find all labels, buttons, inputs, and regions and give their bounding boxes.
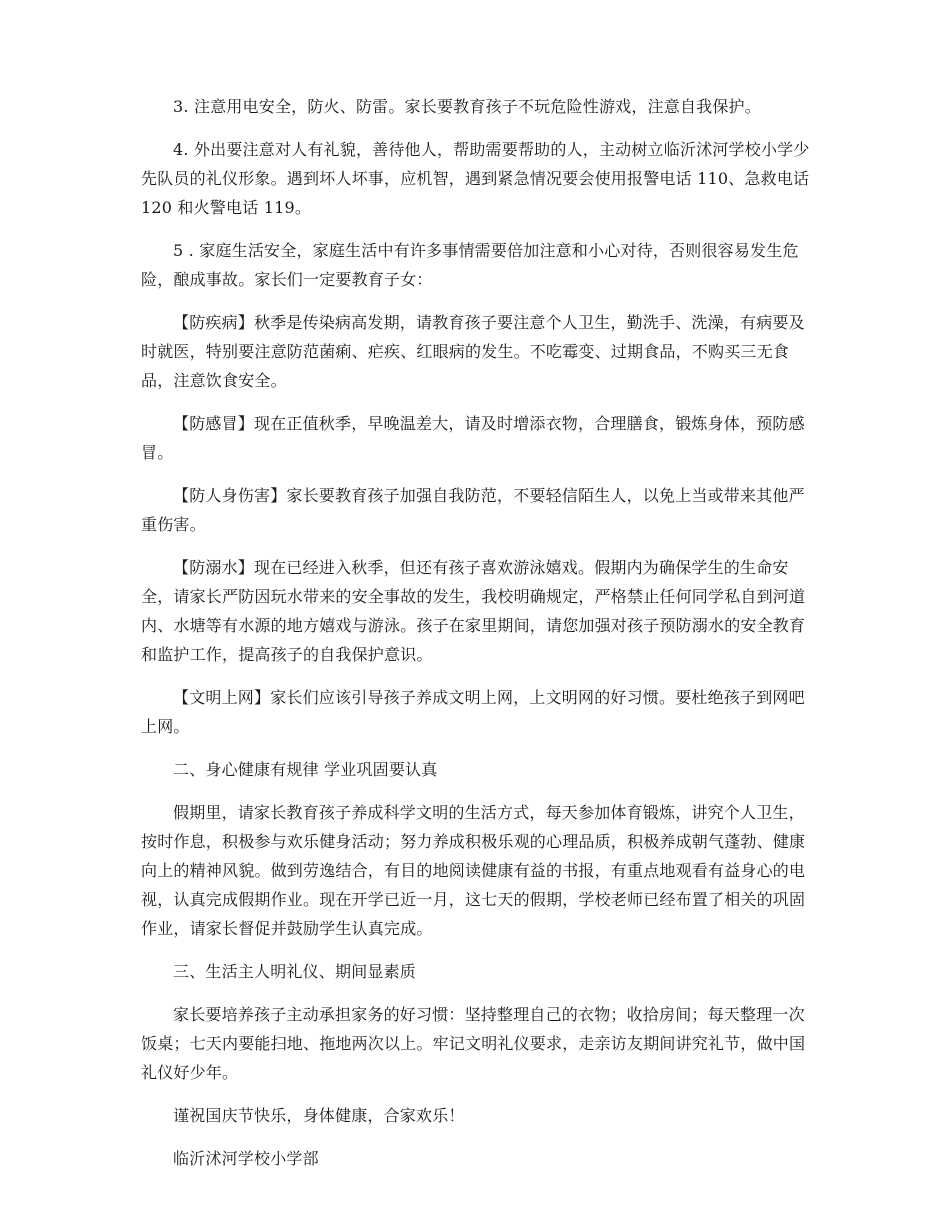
paragraph-signature: 临沂沭河学校小学部: [173, 1149, 319, 1168]
document-body: [141, 92, 811, 1187]
paragraph-healthy-lifestyle: 假期里，请家长教育孩子养成科学文明的生活方式，每天参加体育锻炼，讲究个人卫生，按时作息，积极参与欢乐健身活动；努力养成积极乐观的心理品质，积极养成朝气蓬勃、健康向上的精神风貌。做到劳逸结合，有目的地阅读健康有益的书报，有重点地观看有益身心的电视，认真完成假期作业。现在开学已近一月，这七天的假期，学校老师已经布置了相关的巩固作业，请家长督促并鼓励学生认真完成。: [141, 803, 806, 938]
paragraph-civil-internet: 【文明上网】家长们应该引导孩子养成文明上网，上文明网的好习惯。要杜绝孩子到网吧上网。: [141, 688, 805, 736]
paragraph-home-safety: 5 . 家庭生活安全，家庭生活中有许多事情需要倍加注意和小心对待，否则很容易发生危险，酿成事故。家长们一定要教育子女：: [141, 241, 799, 289]
paragraph-prevent-drowning: 【防溺水】现在已经进入秋季，但还有孩子喜欢游泳嬉戏。假期内为确保学生的生命安全，请家长严防因玩水带来的安全事故的发生，我校明确规定，严格禁止任何同学私自到河道内、水塘等有水源的地方嬉戏与游泳。孩子在家里期间，请您加强对孩子预防溺水的安全教育和监护工作，提高孩子的自我保护意识。: [141, 558, 806, 664]
section-heading-health: 二、身心健康有规律 学业巩固要认真: [173, 760, 438, 779]
paragraph-prevent-injury: 【防人身伤害】家长要教育孩子加强自我防范，不要轻信陌生人，以免上当或带来其他严重伤害。: [141, 486, 805, 534]
paragraph-greeting: 谨祝国庆节快乐，身体健康，合家欢乐！: [173, 1106, 465, 1125]
section-heading-etiquette: 三、生活主人明礼仪、期间显素质: [173, 962, 417, 981]
paragraph-electric-safety: 3. 注意用电安全，防火、防雷。家长要教育孩子不玩危险性游戏，注意自我保护。: [173, 97, 761, 116]
paragraph-prevent-cold: 【防感冒】现在正值秋季，早晚温差大，请及时增添衣物，合理膳食，锻炼身体，预防感冒。: [141, 414, 805, 462]
paragraph-prevent-disease: 【防疾病】秋季是传染病高发期，请教育孩子要注意个人卫生，勤洗手、洗澡，有病要及时就医，特别要注意防范菌痢、疟疾、红眼病的发生。不吃霉变、过期食品，不购买三无食品，注意饮食安全。: [141, 313, 805, 390]
paragraph-outing-manners: 4. 外出要注意对人有礼貌，善待他人，帮助需要帮助的人，主动树立临沂沭河学校小学少先队员的礼仪形象。遇到坏人坏事，应机智，遇到紧急情况要会使用报警电话 110、急救电话 120 和火警电话 119。: [141, 140, 810, 217]
paragraph-housework: 家长要培养孩子主动承担家务的好习惯：坚持整理自己的衣物；收拾房间；每天整理一次饭桌；七天内要能扫地、拖地两次以上。牢记文明礼仪要求，走亲访友期间讲究礼节，做中国礼仪好少年。: [141, 1005, 806, 1082]
